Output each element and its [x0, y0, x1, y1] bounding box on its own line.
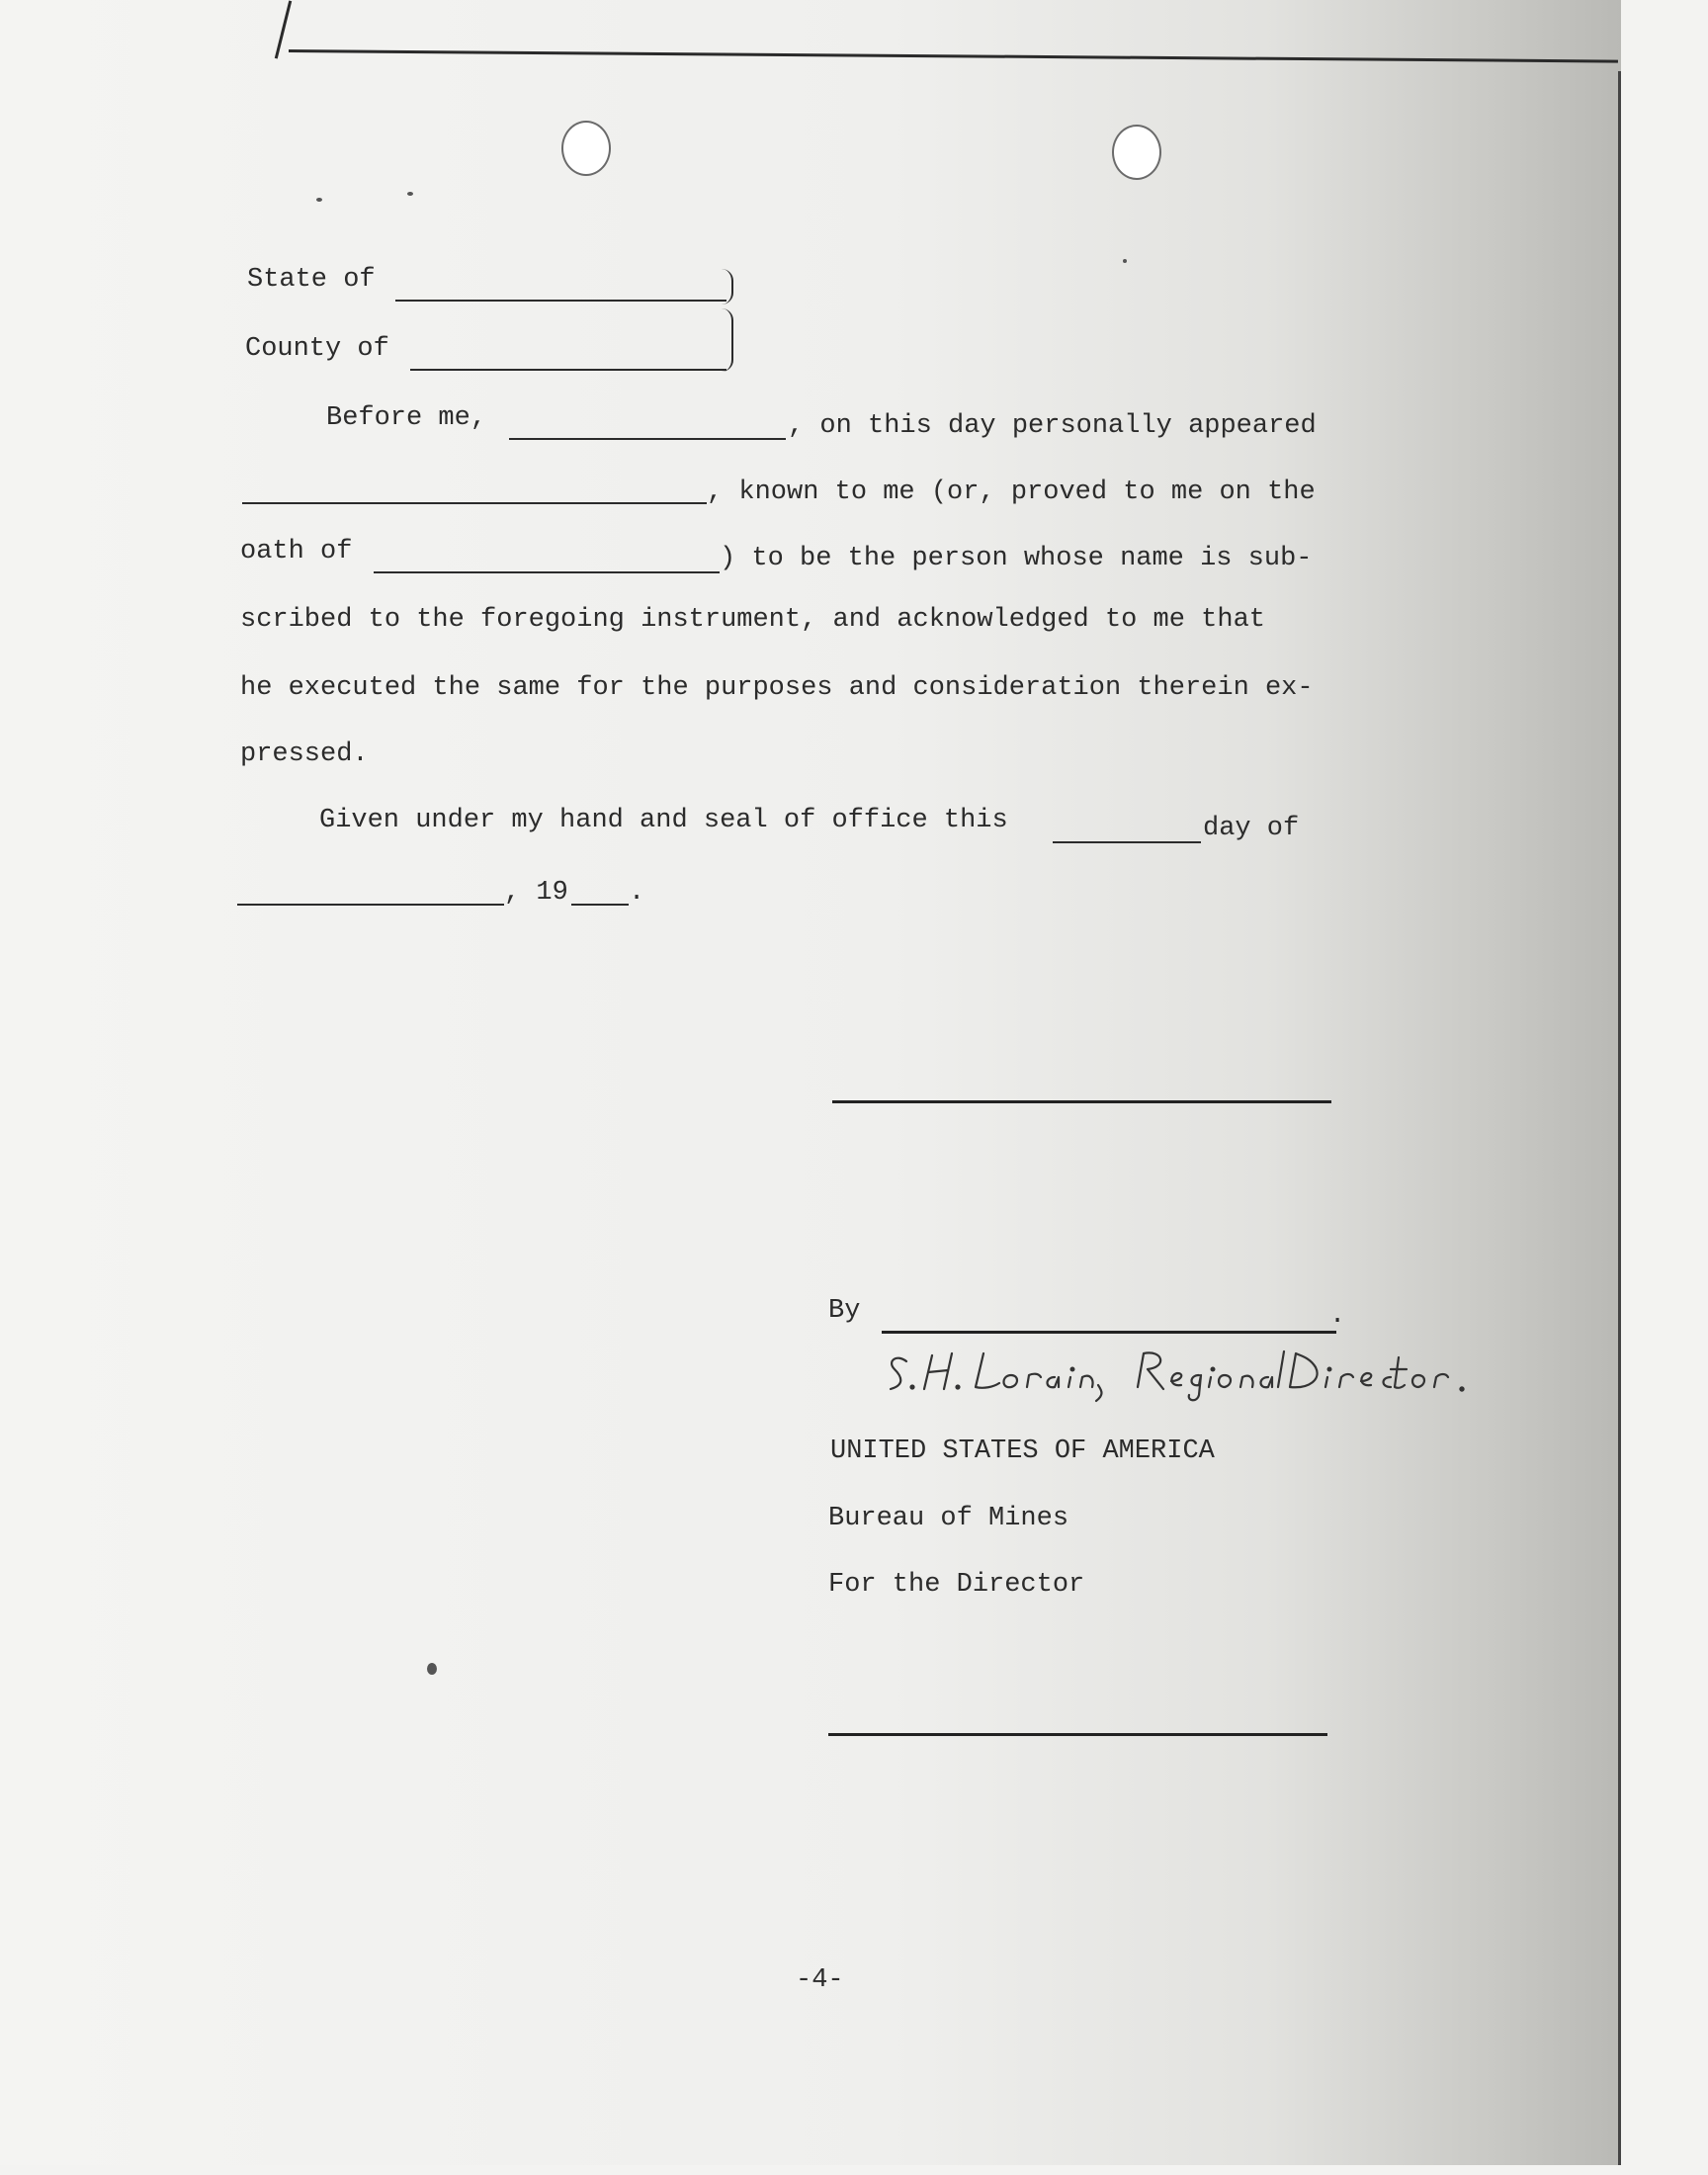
line1-start: Before me,: [326, 403, 487, 433]
top-edge-rule: [289, 49, 1618, 63]
line2-end: , known to me (or, proved to me on the: [707, 478, 1316, 507]
by-label: By: [828, 1296, 861, 1326]
state-label: State of: [247, 265, 376, 295]
director-signature-line[interactable]: [828, 1733, 1327, 1736]
year-blank[interactable]: [571, 904, 629, 906]
right-page-edge: [1618, 71, 1621, 2165]
org-for-director: For the Director: [828, 1570, 1085, 1600]
county-brace: [722, 308, 733, 372]
org-bureau: Bureau of Mines: [828, 1504, 1069, 1533]
oath-of-blank[interactable]: [374, 571, 720, 573]
officer-name-blank[interactable]: [509, 438, 786, 440]
line5: he executed the same for the purposes and consideration therein ex-: [240, 673, 1314, 703]
page-number: -4-: [796, 1965, 844, 1995]
handwritten-signature: [885, 1340, 1537, 1409]
county-label: County of: [245, 334, 389, 364]
state-blank[interactable]: [395, 300, 726, 302]
county-blank[interactable]: [410, 369, 726, 371]
speck: [427, 1663, 437, 1675]
notary-signature-line[interactable]: [832, 1100, 1331, 1103]
speck: [407, 192, 413, 196]
by-end: .: [1329, 1301, 1346, 1331]
given-start: Given under my hand and seal of office this: [319, 806, 1008, 835]
day-blank[interactable]: [1053, 841, 1201, 843]
speck: [1123, 259, 1127, 263]
line3-end: ) to be the person whose name is sub-: [720, 544, 1313, 573]
state-brace: [722, 269, 733, 304]
given-end: day of: [1203, 814, 1300, 843]
line3-start: oath of: [240, 537, 353, 566]
speck: [316, 198, 322, 202]
line1-end: , on this day personally appeared: [788, 411, 1317, 441]
org-country: UNITED STATES OF AMERICA: [830, 1436, 1215, 1466]
line4: scribed to the foregoing instrument, and acknowledged to me that: [240, 605, 1265, 635]
line6: pressed.: [240, 740, 369, 769]
year-end: .: [629, 878, 645, 908]
by-signature-line[interactable]: [882, 1331, 1336, 1334]
month-blank[interactable]: [237, 904, 504, 906]
punch-hole-right: [1112, 125, 1161, 180]
appearer-name-blank[interactable]: [242, 502, 707, 504]
year-prefix: , 19: [504, 878, 568, 908]
punch-hole-left: [561, 121, 611, 176]
